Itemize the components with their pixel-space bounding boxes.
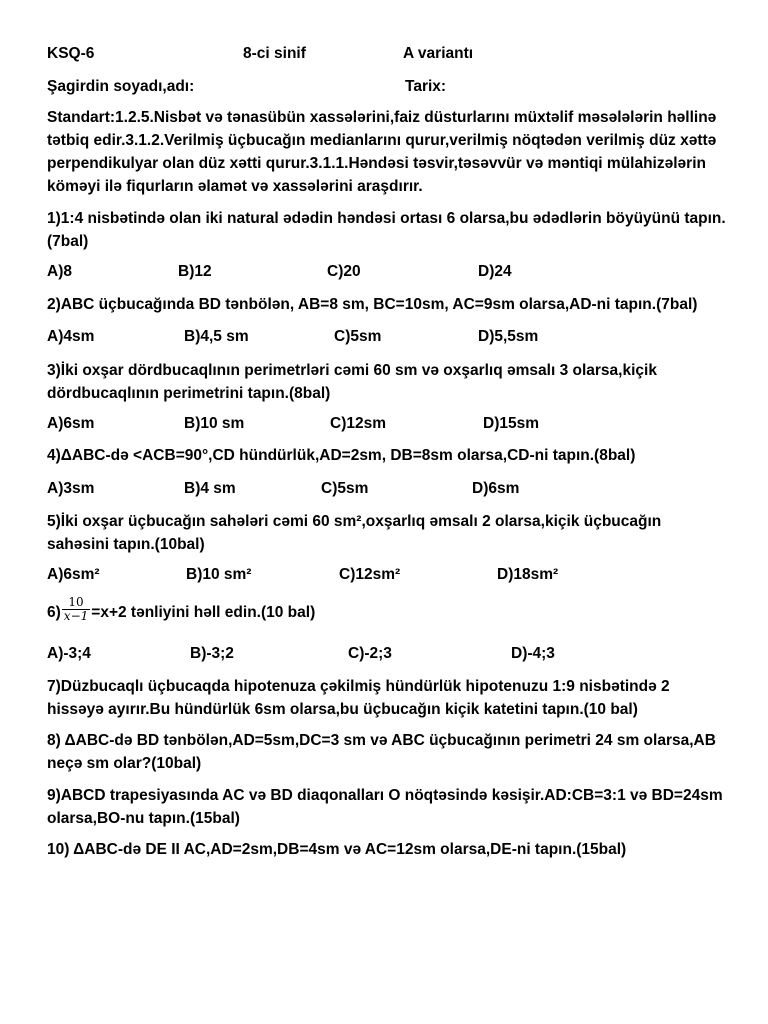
fraction-denominator: x−1 <box>63 609 89 624</box>
q2-option-a: A)4sm <box>47 328 95 345</box>
q5-option-c: C)12sm² <box>339 566 401 583</box>
q4-option-c: C)5sm <box>321 480 369 497</box>
q6-option-a: A)-3;4 <box>47 645 91 662</box>
q4-option-b: B)4 sm <box>184 480 236 497</box>
question-5: 5)İki oxşar üçbucağın sahələri cəmi 60 sm²,oxşarlıq əmsalı 2 olarsa,kiçik üçbucağın sahəsini tapın.(10bal) <box>47 513 662 553</box>
fraction <box>62 596 90 623</box>
q2-option-b: B)4,5 sm <box>184 328 249 345</box>
question-3: 3)İki oxşar dördbucaqlının perimetrləri cəmi 60 sm və oxşarlıq əmsalı 3 olarsa,kiçik dördbucaqlının perimetrini tapın.(8bal) <box>47 362 657 402</box>
q6-option-c: C)-2;3 <box>348 645 392 662</box>
standard-text: Standart:1.2.5.Nisbət və tənasübün xassələrini,faiz düsturlarını müxtəlif məsələlərin həllinə tətbiq edir.3.1.2.Verilmiş üçbucağın medianlarını qurur,verilmiş nöqtədən verilmiş düz xəttə perpendikulyar olan düz xətti qurur.3.1.1.Həndəsi təsvir,təsəvvür və məntiqi mülahizələrin köməyi ilə fiqurların əlamət və xassələrini araşdırır. <box>47 109 717 195</box>
q3-option-d: D)15sm <box>483 415 539 432</box>
q5-option-d: D)18sm² <box>497 566 559 583</box>
question-7: 7)Düzbucaqlı üçbucaqda hipotenuza çəkilmiş hündürlük hipotenuzu 1:9 nisbətində 2 hissəyə ayırır.Bu hündürlük 6sm olarsa,bu üçbucağın kiçik katetini tapın.(10 bal) <box>47 678 670 718</box>
fraction-numerator: 10 <box>68 595 84 610</box>
variant-label: A variantı <box>403 45 474 62</box>
question-4: 4)ΔABC-də <ACB=90°,CD hündürlük,AD=2sm, DB=8sm olarsa,CD-ni tapın.(8bal) <box>47 447 636 464</box>
question-10: 10) ΔABC-də DE II AC,AD=2sm,DB=4sm və AC=12sm olarsa,DE-ni tapın.(15bal) <box>47 841 627 858</box>
q6-option-d: D)-4;3 <box>511 645 555 662</box>
q1-option-b: B)12 <box>178 263 212 280</box>
q2-option-c: C)5sm <box>334 328 382 345</box>
q4-option-d: D)6sm <box>472 480 520 497</box>
q6-option-b: B)-3;2 <box>190 645 234 662</box>
grade-label: 8-ci sinif <box>243 45 306 62</box>
q6-text: =x+2 tənliyini həll edin.(10 bal) <box>91 604 316 621</box>
q1-option-c: C)20 <box>327 263 361 280</box>
question-1: 1)1:4 nisbətində olan iki natural ədədin həndəsi ortası 6 olarsa,bu ədədlərin böyüyünü tapın. (7bal) <box>47 210 726 250</box>
test-code: KSQ-6 <box>47 45 95 62</box>
q3-option-c: C)12sm <box>330 415 386 432</box>
q4-option-a: A)3sm <box>47 480 95 497</box>
q1-option-d: D)24 <box>478 263 512 280</box>
student-name-label: Şagirdin soyadı,adı: <box>47 78 195 95</box>
q3-option-b: B)10 sm <box>184 415 245 432</box>
question-8: 8) ΔABC-də BD tənbölən,AD=5sm,DC=3 sm və ABC üçbucağının perimetri 24 sm olarsa,AB neçə sm olar?(10bal) <box>47 732 716 772</box>
q5-option-b: B)10 sm² <box>186 566 252 583</box>
q6-prefix: 6) <box>47 604 61 621</box>
q1-option-a: A)8 <box>47 263 72 280</box>
q3-option-a: A)6sm <box>47 415 95 432</box>
date-label: Tarix: <box>405 78 447 95</box>
question-2: 2)ABC üçbucağında BD tənbölən, AB=8 sm, BC=10sm, AC=9sm olarsa,AD-ni tapın.(7bal) <box>47 296 698 313</box>
question-9: 9)ABCD trapesiyasında AC və BD diaqonalları O nöqtəsində kəsişir.AD:CB=3:1 və BD=24sm olarsa,BO-nu tapın.(15bal) <box>47 787 723 827</box>
question-6 <box>47 595 316 624</box>
q2-option-d: D)5,5sm <box>478 328 539 345</box>
q5-option-a: A)6sm² <box>47 566 100 583</box>
